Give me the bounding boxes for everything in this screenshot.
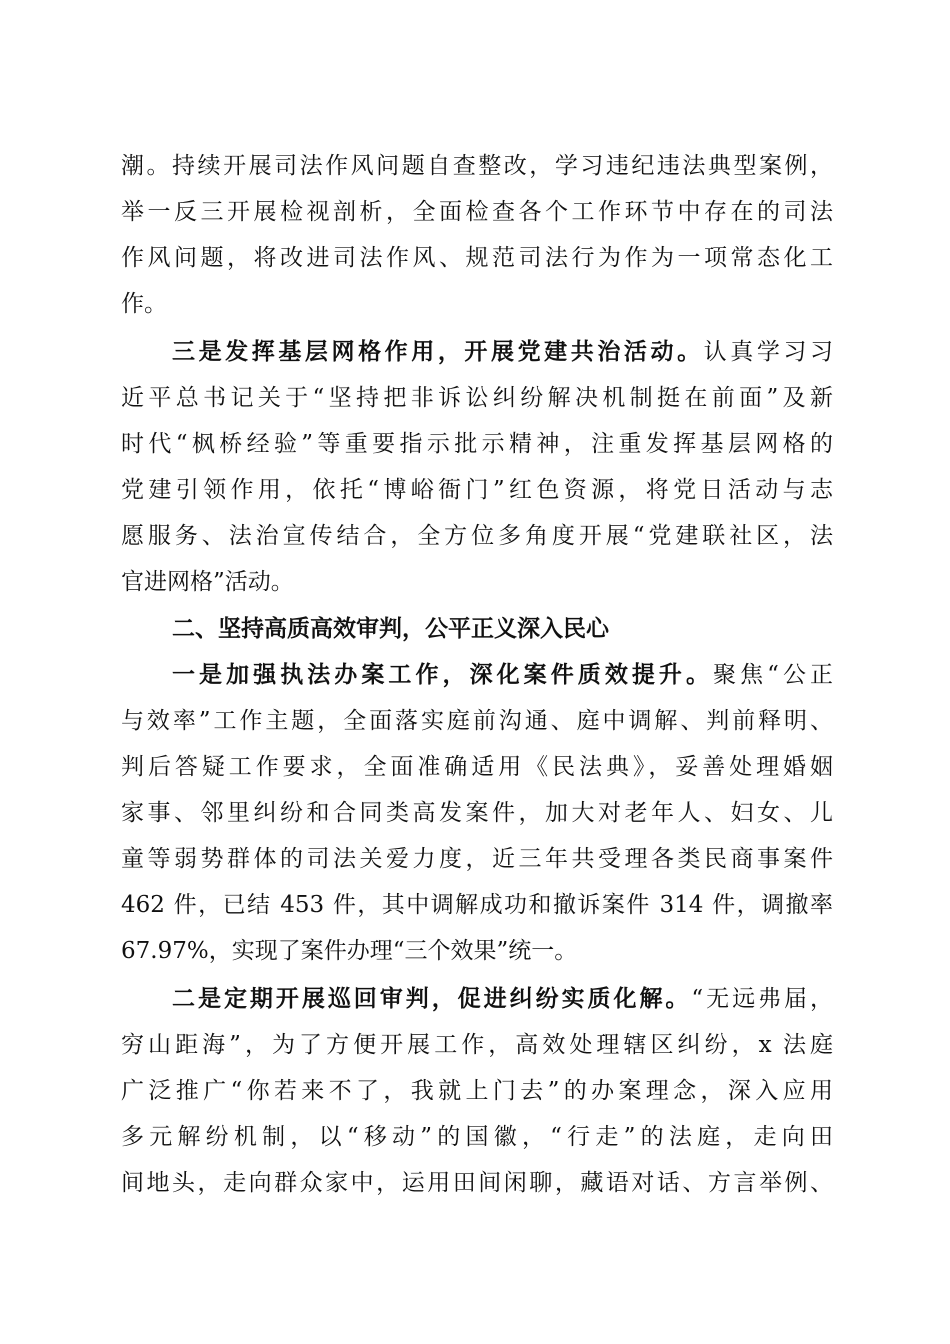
line-text: 67.97%，实现了案件办理“三个效果”统一。 bbox=[121, 938, 578, 964]
paragraph-line bbox=[121, 281, 833, 327]
paragraph-line bbox=[121, 1022, 833, 1068]
subheading-run: 二是定期开展巡回审判，促进纠纷实质化解。 bbox=[172, 985, 692, 1012]
line-text: 462 件，已结 453 件，其中调解成功和撤诉案件 314 件，调撤率 bbox=[121, 892, 833, 918]
paragraph-first-line bbox=[172, 652, 833, 698]
paragraph-first-line bbox=[172, 976, 833, 1022]
paragraph-line bbox=[121, 882, 833, 928]
paragraph-line bbox=[121, 513, 833, 559]
line-text: 与效率”工作主题，全面落实庭前沟通、庭中调解、判前释明、 bbox=[121, 708, 833, 734]
paragraph-line bbox=[121, 143, 833, 189]
paragraph-line bbox=[121, 189, 833, 235]
line-text: 判后答疑工作要求，全面准确适用《民法典》，妥善处理婚姻 bbox=[121, 754, 833, 780]
paragraph-line bbox=[121, 375, 833, 421]
paragraph-line bbox=[121, 698, 833, 744]
paragraph-line bbox=[121, 421, 833, 467]
line-text: 间地头，走向群众家中，运用田间闲聊，藏语对话、方言举例、 bbox=[121, 1170, 833, 1196]
line-text: 穷山距海”，为了方便开展工作，高效处理辖区纠纷，x 法庭 bbox=[121, 1032, 833, 1058]
paragraph-line bbox=[121, 1114, 833, 1160]
line-text: “无远弗届， bbox=[691, 986, 833, 1012]
paragraph-line bbox=[121, 836, 833, 882]
line-text: 官进网格”活动。 bbox=[121, 569, 294, 595]
subheading-run: 三是发挥基层网格作用，开展党建共治活动。 bbox=[172, 338, 704, 365]
line-text: 童等弱势群体的司法关爱力度，近三年共受理各类民商事案件 bbox=[121, 846, 833, 872]
paragraph-line bbox=[121, 928, 833, 974]
line-text: 近平总书记关于“坚持把非诉讼纠纷解决机制挺在前面”及新 bbox=[121, 385, 833, 411]
line-text: 作风问题，将改进司法作风、规范司法行为作为一项常态化工 bbox=[121, 245, 833, 271]
line-text: 认真学习习 bbox=[703, 339, 834, 365]
paragraph-line bbox=[121, 467, 833, 513]
line-text: 聚焦“公正 bbox=[713, 662, 833, 688]
line-text: 党建引领作用，依托“博峪衙门”红色资源，将党日活动与志 bbox=[121, 477, 833, 503]
paragraph-line bbox=[121, 790, 833, 836]
paragraph-first-line bbox=[172, 329, 833, 375]
line-text: 作。 bbox=[121, 291, 167, 317]
paragraph-line bbox=[121, 1068, 833, 1114]
paragraph-line bbox=[121, 1160, 833, 1206]
section-heading-text: 二、坚持高质高效审判，公平正义深入民心 bbox=[172, 616, 609, 642]
line-text: 广泛推广“你若来不了，我就上门去”的办案理念，深入应用 bbox=[121, 1078, 833, 1104]
line-text: 家事、邻里纠纷和合同类高发案件，加大对老年人、妇女、儿 bbox=[121, 800, 833, 826]
paragraph-line bbox=[121, 559, 833, 605]
line-text: 多元解纷机制，以“移动”的国徽，“行走”的法庭，走向田 bbox=[121, 1124, 833, 1150]
line-text: 时代“枫桥经验”等重要指示批示精神，注重发挥基层网格的 bbox=[121, 431, 833, 457]
line-text: 举一反三开展检视剖析，全面检查各个工作环节中存在的司法 bbox=[121, 199, 833, 225]
paragraph-line bbox=[121, 744, 833, 790]
line-text: 潮。持续开展司法作风问题自查整改，学习违纪违法典型案例， bbox=[121, 153, 833, 179]
line-text: 愿服务、法治宣传结合，全方位多角度开展“党建联社区，法 bbox=[121, 523, 833, 549]
subheading-run: 一是加强执法办案工作，深化案件质效提升。 bbox=[172, 661, 714, 688]
paragraph-line bbox=[121, 235, 833, 281]
section-heading bbox=[172, 606, 833, 652]
